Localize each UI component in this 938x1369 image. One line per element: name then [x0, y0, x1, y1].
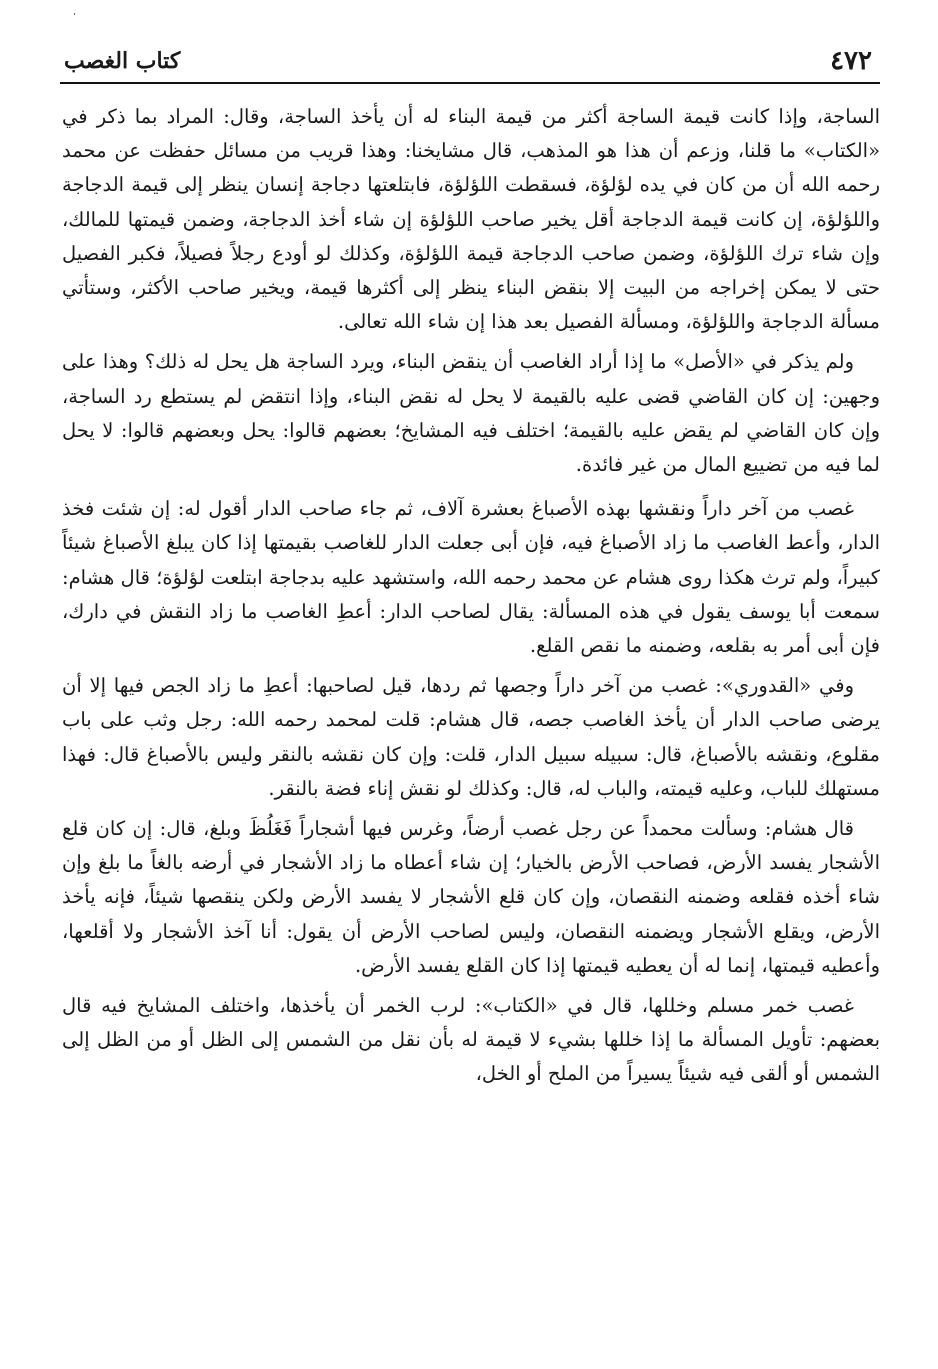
paragraph-hisham: قال هشام: وسألت محمداً عن رجل غصب أرضاً، وغرس فيها أشجاراً فَغَلُظَ وبلغ، قال: إن كان قلع الأشجار يفسد الأرض، فصاحب الأرض بالخيار؛ إن شاء أعطاه ما زاد الأشجار في أرضه بالغاً ما بلغ وإن شاء أخذه فقلعه وضمنه النقصان، وإن كان قلع الأشجار لا يفسد الأرض ولكن ينقصها شيئاً، فإنه يأخذ الأرض، ويقلع الأشجار ويضمنه النقصان، وليس لصاحب الأرض أن يقول: أنا آخذ الأشجار ولا أقلعها، وأعطيه قيمتها، إنما له أن يعطيه قيمتها إذا كان القلع يفسد الأرض.	[62, 817, 880, 977]
page-header	[60, 40, 880, 84]
paragraph-continuation: الساجة، وإذا كانت قيمة الساجة أكثر من قيمة البناء له أن يأخذ الساجة، وقال: المراد بما ذكر في «الكتاب» ما قلنا، وزعم أن هذا هو المذهب، قال مشايخنا: وهذا قريب من مسائل حفظت عن محمد رحمه الله أن من كان في يده لؤلؤة، فسقطت اللؤلؤة، فابتلعتها دجاجة إنسان ينظر إلى قيمة الدجاجة واللؤلؤة، إن كانت قيمة الدجاجة أقل يخير صاحب اللؤلؤة إن شاء أخذ الدجاجة، وضمن قيمتها للمالك، وإن شاء ترك اللؤلؤة، وضمن صاحب الدجاجة قيمة اللؤلؤة، وكذلك لو أودع رجلاً فصيلاً، فكبر الفصيل حتى لا يمكن إخراجه من البيت إلا بنقض البناء ينظر إلى أكثرها قيمة، ويخير صاحب الأكثر، وستأتي مسألة الدجاجة واللؤلؤة، ومسألة الفصيل بعد هذا إن شاء الله تعالى.	[62, 105, 880, 334]
running-title: كتاب الغصب	[64, 48, 181, 74]
paragraph-khamr: غصب خمر مسلم وخللها، قال في «الكتاب»: لرب الخمر أن يأخذها، واختلف المشايخ فيه قال بعضهم: تأويل المسألة ما إذا خللها بشيء لا قيمة له بأن نقل من الشمس إلى الظل أو من الظل إلى الشمس أو ألقى فيه شيئاً يسيراً من الملح أو الخل،	[62, 994, 880, 1086]
page-number: ٤٧٢	[830, 46, 872, 76]
paragraph-qudoori: وفي «القدوري»: غصب من آخر داراً وجصها ثم ردها، قيل لصاحبها: أعطِ ما زاد الجص فيها إلا أن يرضى صاحب الدار أن يأخذ الغاصب جصه، قال هشام: قلت لمحمد رحمه الله: رجل وثب على باب مقلوع، ونقشه بالأصباغ، قال: سبيله سبيل الدار، قلت: وإن كان نقشه بالنقر وليس بالأصباغ قال: فهذا مستهلك للباب، وعليه قيمته، والباب له، قال: وكذلك لو نقش إناء فضة بالنقر.	[62, 674, 880, 800]
margin-mark: ،	[73, 8, 76, 18]
paragraph-ghasb-dar: غصب من آخر داراً ونقشها بهذه الأصباغ بعشرة آلاف، ثم جاء صاحب الدار أقول له: إن شئت فخذ الدار، وأعط الغاصب ما زاد الأصباغ فيه، فإن أبى جعلت الدار للغاصب بقيمتها إذا كان يبلغ الأصباغ شيئاً كبيراً، ولم ترث هكذا روى هشام عن محمد رحمه الله، واستشهد عليه بدجاجة ابتلعت لؤلؤة؛ قال هشام: سمعت أبا يوسف يقول في هذه المسألة: يقال لصاحب الدار: أعطِ الغاصب ما زاد النقش في دارك، فإن أبى أمر به بقلعه، وضمنه ما نقص القلع.	[62, 497, 880, 658]
main-text	[62, 100, 880, 1098]
paragraph-asl: ولم يذكر في «الأصل» ما إذا أراد الغاصب أن ينقض البناء، ويرد الساجة هل يحل له ذلك؟ وهذا على وجهين: إن كان القاضي قضى عليه بالقيمة لا يحل له نقض البناء، وإذا انتقض لم يستطع رد الساجة، وإن كان القاضي لم يقض عليه بالقيمة؛ اختلف فيه المشايخ؛ بعضهم قالوا: يحل وبعضهم قالوا: لا يحل لما فيه من تضييع المال من غير فائدة.	[62, 350, 880, 477]
